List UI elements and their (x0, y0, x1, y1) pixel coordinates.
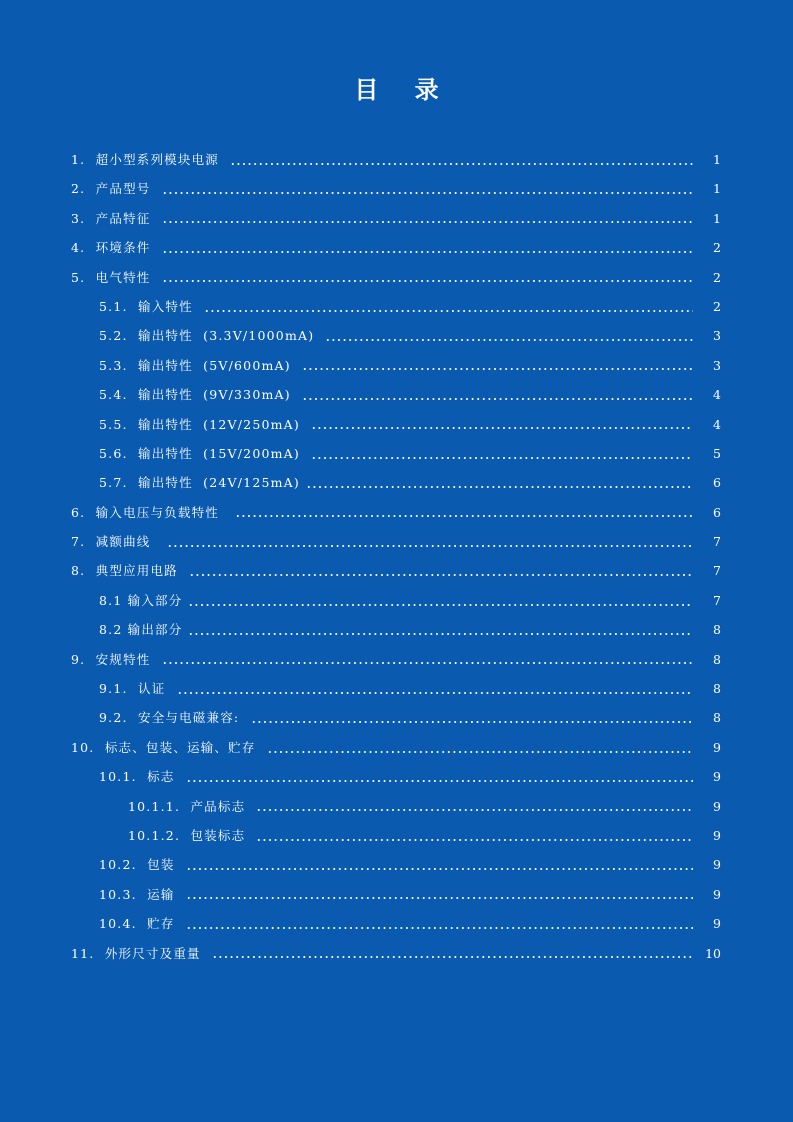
toc-dot-leader (256, 839, 693, 841)
toc-entry-label: 7. 减额曲线 (71, 534, 161, 550)
toc-entry-page-number: 8 (713, 622, 721, 638)
toc-dot-leader (302, 368, 693, 370)
toc-entry[interactable] (0, 410, 793, 439)
toc-entry-label: 5.6. 输出特性 (15V/200mA) (99, 445, 306, 461)
toc-entry[interactable] (0, 263, 793, 292)
toc-entry[interactable] (0, 645, 793, 674)
toc-entry[interactable] (0, 527, 793, 556)
toc-dot-leader (188, 604, 693, 606)
toc-dot-leader (162, 251, 693, 253)
toc-entry-page-number: 9 (713, 827, 721, 843)
toc-entry-label: 10.1. 标志 (99, 769, 180, 785)
toc-entry[interactable] (0, 145, 793, 174)
toc-entry[interactable] (0, 351, 793, 380)
toc-entry-page-number: 8 (713, 651, 721, 667)
toc-entry[interactable] (0, 703, 793, 732)
toc-dot-leader (162, 221, 693, 223)
table-of-contents (0, 145, 793, 968)
toc-entry[interactable] (0, 174, 793, 203)
toc-entry[interactable] (0, 939, 793, 968)
toc-entry-page-number: 6 (713, 475, 721, 491)
toc-entry[interactable] (0, 674, 793, 703)
toc-entry-label: 5.1. 输入特性 (99, 298, 198, 314)
toc-entry[interactable] (0, 586, 793, 615)
toc-entry[interactable] (0, 204, 793, 233)
toc-entry-label: 2. 产品型号 (71, 181, 156, 197)
toc-dot-leader (311, 457, 693, 459)
toc-entry-page-number: 9 (713, 739, 721, 755)
toc-dot-leader (177, 692, 693, 694)
toc-dot-leader (311, 427, 693, 429)
toc-dot-leader (186, 868, 693, 870)
toc-entry[interactable] (0, 321, 793, 350)
toc-dot-leader (162, 662, 693, 664)
toc-entry-label: 10.2. 包装 (99, 857, 180, 873)
toc-entry-page-number: 9 (713, 769, 721, 785)
toc-dot-leader (212, 956, 693, 958)
toc-dot-leader (230, 163, 693, 165)
toc-entry-page-number: 9 (713, 857, 721, 873)
toc-dot-leader (204, 310, 693, 312)
toc-dot-leader (306, 486, 693, 488)
toc-entry-label: 5.2. 输出特性 (3.3V/1000mA) (99, 328, 320, 344)
toc-dot-leader (302, 398, 693, 400)
toc-entry-label: 10. 标志、包装、运输、贮存 (71, 739, 261, 755)
toc-entry-label: 10.3. 运输 (99, 886, 180, 902)
toc-entry-label: 1. 超小型系列模块电源 (71, 152, 225, 167)
toc-entry[interactable] (0, 556, 793, 585)
toc-entry-page-number: 7 (713, 534, 721, 550)
toc-entry-page-number: 9 (713, 916, 721, 932)
toc-entry[interactable] (0, 498, 793, 527)
toc-entry-label: 8.2 输出部分 (99, 622, 183, 638)
toc-entry[interactable] (0, 821, 793, 850)
toc-entry[interactable] (0, 233, 793, 262)
toc-entry[interactable] (0, 380, 793, 409)
toc-entry-label: 3. 产品特征 (71, 210, 156, 226)
toc-entry-page-number: 9 (713, 798, 721, 814)
toc-entry-page-number: 3 (713, 357, 721, 373)
toc-entry-label: 9.2. 安全与电磁兼容: (99, 710, 245, 726)
toc-entry-page-number: 1 (713, 210, 721, 226)
toc-entry-label: 5.3. 输出特性 (5V/600mA) (99, 357, 297, 373)
toc-dot-leader (267, 751, 693, 753)
toc-dot-leader (186, 897, 693, 899)
toc-entry-label: 5.5. 输出特性 (12V/250mA) (99, 416, 306, 432)
page-title: 目 录 (354, 75, 453, 104)
toc-entry-label: 5. 电气特性 (71, 269, 156, 285)
toc-dot-leader (186, 927, 693, 929)
toc-entry-page-number: 9 (713, 886, 721, 902)
toc-entry-label: 9.1. 认证 (99, 681, 171, 697)
toc-dot-leader (167, 545, 693, 547)
toc-entry-page-number: 5 (713, 445, 721, 461)
toc-entry[interactable] (0, 880, 793, 909)
toc-entry-label: 10.1.1. 产品标志 (128, 798, 251, 814)
toc-entry[interactable] (0, 850, 793, 879)
toc-entry[interactable] (0, 762, 793, 791)
toc-entry-page-number: 2 (713, 240, 721, 256)
toc-dot-leader (256, 809, 693, 811)
toc-entry-page-number: 7 (713, 563, 721, 579)
toc-entry-page-number: 6 (713, 504, 721, 520)
toc-entry[interactable] (0, 792, 793, 821)
toc-entry-page-number: 3 (713, 328, 721, 344)
toc-entry-label: 9. 安规特性 (71, 651, 156, 667)
toc-dot-leader (188, 633, 693, 635)
toc-dot-leader (186, 780, 693, 782)
toc-entry-label: 8. 典型应用电路 (71, 563, 184, 579)
toc-dot-leader (189, 574, 693, 576)
toc-entry[interactable] (0, 733, 793, 762)
toc-entry[interactable] (0, 468, 793, 497)
toc-entry-label: 5.7. 输出特性 (24V/125mA) (99, 475, 300, 491)
toc-entry-page-number: 4 (713, 387, 721, 403)
toc-entry[interactable] (0, 292, 793, 321)
toc-entry-label: 11. 外形尺寸及重量 (71, 945, 206, 961)
toc-dot-leader (325, 339, 693, 341)
toc-entry-page-number: 8 (713, 710, 721, 726)
toc-entry-page-number: 2 (713, 269, 721, 285)
toc-entry-label: 10.4. 贮存 (99, 916, 180, 932)
toc-entry-label: 4. 环境条件 (71, 240, 156, 256)
toc-entry-label: 5.4. 输出特性 (9V/330mA) (99, 387, 297, 403)
toc-dot-leader (162, 280, 693, 282)
toc-entry-page-number: 4 (713, 416, 721, 432)
toc-entry[interactable] (0, 615, 793, 644)
toc-entry[interactable] (0, 439, 793, 468)
toc-entry-page-number: 1 (713, 181, 721, 197)
toc-entry-page-number: 2 (713, 298, 721, 314)
toc-dot-leader (235, 515, 693, 517)
toc-dot-leader (251, 721, 694, 723)
toc-entry-label: 8.1 输入部分 (99, 592, 183, 608)
toc-entry[interactable] (0, 909, 793, 938)
toc-dot-leader (162, 192, 693, 194)
toc-entry-page-number: 10 (705, 945, 721, 961)
toc-entry-label: 6. 输入电压与负载特性 (71, 504, 230, 520)
toc-entry-label: 10.1.2. 包装标志 (128, 827, 251, 843)
toc-entry-page-number: 7 (713, 592, 721, 608)
toc-entry-page-number: 8 (713, 681, 721, 697)
toc-entry-page-number: 1 (713, 152, 721, 167)
